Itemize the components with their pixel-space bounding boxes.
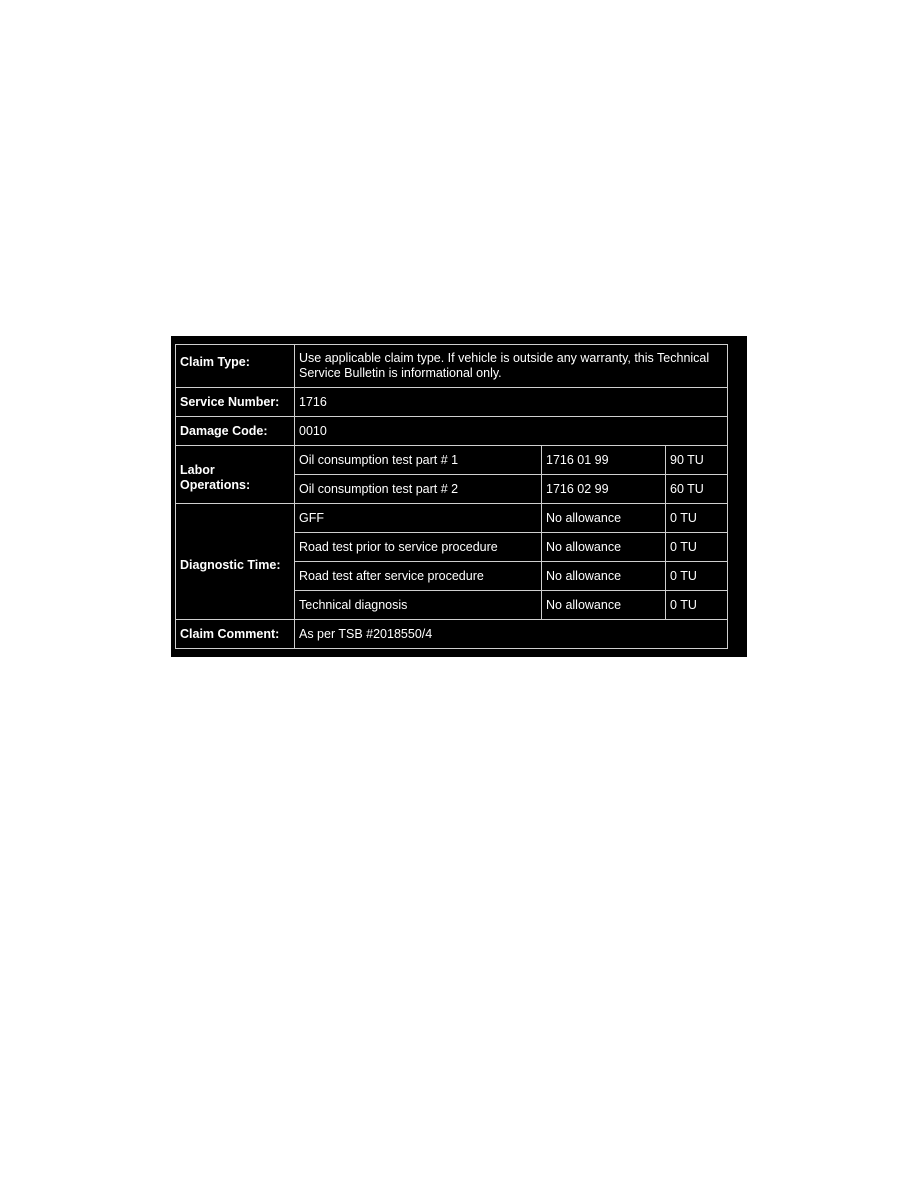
- labor-operation-description: Oil consumption test part # 2: [295, 475, 542, 504]
- diagnostic-time-allowance: No allowance: [542, 504, 666, 533]
- claim-info-table: [175, 344, 728, 649]
- labor-operation-time: 90 TU: [666, 446, 728, 475]
- diagnostic-time-value: 0 TU: [666, 562, 728, 591]
- diagnostic-time-value: 0 TU: [666, 533, 728, 562]
- damage-code-value: 0010: [295, 417, 728, 446]
- claim-info-panel: [171, 336, 747, 657]
- claim-comment-row: [176, 620, 728, 649]
- diagnostic-time-allowance: No allowance: [542, 533, 666, 562]
- labor-operations-label-line1: Labor: [180, 463, 215, 477]
- labor-operation-description: Oil consumption test part # 1: [295, 446, 542, 475]
- labor-operations-label: [176, 446, 295, 504]
- diagnostic-time-row: [176, 504, 728, 533]
- diagnostic-time-description: GFF: [295, 504, 542, 533]
- service-number-value: 1716: [295, 388, 728, 417]
- diagnostic-time-description: Technical diagnosis: [295, 591, 542, 620]
- labor-operation-time: 60 TU: [666, 475, 728, 504]
- diagnostic-time-description: Road test prior to service procedure: [295, 533, 542, 562]
- diagnostic-time-description: Road test after service procedure: [295, 562, 542, 591]
- damage-code-label: Damage Code:: [176, 417, 295, 446]
- claim-comment-label: Claim Comment:: [176, 620, 295, 649]
- damage-code-row: [176, 417, 728, 446]
- labor-operation-code: 1716 01 99: [542, 446, 666, 475]
- diagnostic-time-value: 0 TU: [666, 504, 728, 533]
- claim-type-row: [176, 345, 728, 388]
- diagnostic-time-allowance: No allowance: [542, 591, 666, 620]
- service-number-row: [176, 388, 728, 417]
- diagnostic-time-value: 0 TU: [666, 591, 728, 620]
- claim-comment-value: As per TSB #2018550/4: [295, 620, 728, 649]
- labor-operation-row: [176, 446, 728, 475]
- diagnostic-time-label: Diagnostic Time:: [176, 504, 295, 620]
- labor-operations-label-line2: Operations:: [180, 478, 251, 492]
- claim-type-value: Use applicable claim type. If vehicle is outside any warranty, this Technical Service Bulletin is informational only.: [295, 345, 728, 388]
- claim-type-label: Claim Type:: [176, 345, 295, 388]
- labor-operation-code: 1716 02 99: [542, 475, 666, 504]
- service-number-label: Service Number:: [176, 388, 295, 417]
- diagnostic-time-allowance: No allowance: [542, 562, 666, 591]
